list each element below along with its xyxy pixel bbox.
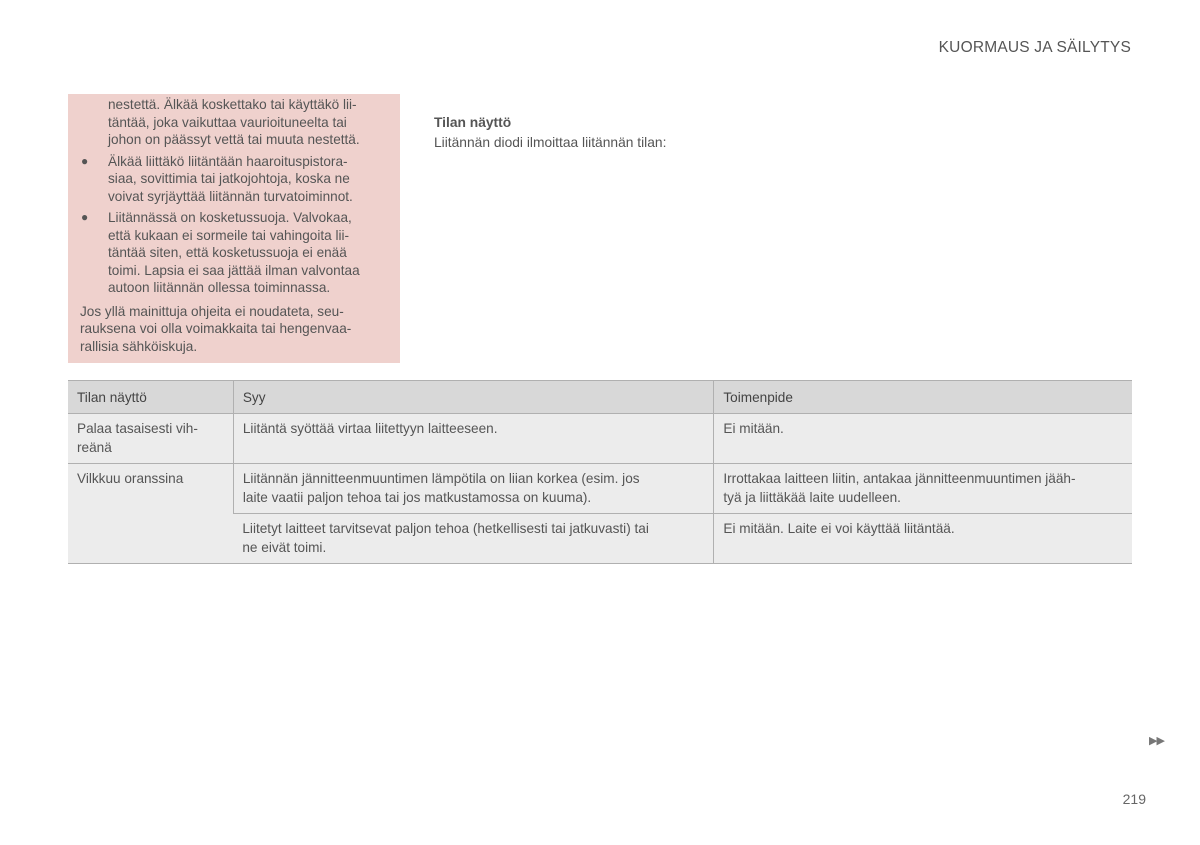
page-number: 219 <box>1122 791 1146 807</box>
warning-continued-text <box>80 96 386 149</box>
warning-bullet-item <box>80 209 386 297</box>
warning-line: toimi. Lapsia ei saa jättää ilman valvontaa <box>108 262 360 278</box>
table-row <box>68 464 1132 514</box>
column-header-cause: Syy <box>233 381 714 414</box>
column-header-action: Toimenpide <box>714 381 1132 414</box>
status-section-title: Tilan näyttö <box>434 115 512 130</box>
warning-line: täntää, joka vaikuttaa vaurioituneelta tai <box>108 114 347 130</box>
table-header-row <box>68 381 1132 414</box>
warning-line: Liitännässä on kosketussuoja. Valvokaa, <box>108 210 352 225</box>
column-header-status: Tilan näyttö <box>68 381 233 414</box>
cause-cell: Liitetyt laitteet tarvitsevat paljon tehoa (hetkellisesti tai jatkuvasti) tai ne eivät toimi. <box>233 514 714 564</box>
status-table <box>68 380 1132 564</box>
continue-arrow-icon: ▶▶ <box>1149 735 1164 747</box>
warning-line: Älkää liittäkö liitäntään haaroituspistora- <box>108 153 348 169</box>
warning-line: täntää siten, että kosketussuoja ei enää <box>108 245 347 260</box>
status-cell: Vilkkuu oranssina <box>68 464 233 564</box>
warning-line: rallisia sähköiskuja. <box>80 338 198 354</box>
status-section-intro: Liitännän diodi ilmoittaa liitännän tilan: <box>434 135 667 150</box>
bullet-icon: ● <box>81 210 89 224</box>
warning-line: voivat syrjäyttää liitännän turvatoiminnot. <box>108 188 353 204</box>
warning-line: siaa, sovittimia tai jatkojohtoja, koska ne <box>108 171 350 186</box>
action-cell: Irrottakaa laitteen liitin, antakaa jännitteenmuuntimen jääh- tyä ja liittäkää laite uudelleen. <box>714 464 1132 514</box>
action-cell: Ei mitään. <box>714 414 1132 464</box>
cause-cell: Liitännän jännitteenmuuntimen lämpötila on liian korkea (esim. jos laite vaatii paljon tehoa tai jos matkustamossa on kuuma). <box>233 464 714 514</box>
warning-bullet-item <box>80 153 386 206</box>
section-header: KUORMAUS JA SÄILYTYS <box>938 39 1131 56</box>
warning-line: nestettä. Älkää koskettako tai käyttäkö lii- <box>108 97 357 112</box>
warning-line: johon on päässyt vettä tai muuta nestettä. <box>108 132 360 147</box>
warning-line: rauksena voi olla voimakkaita tai hengenvaa- <box>80 321 352 336</box>
warning-line: että kukaan ei sormeile tai vahingoita lii- <box>108 227 350 243</box>
status-cell: Palaa tasaisesti vih- reänä <box>68 414 233 464</box>
table-row <box>68 414 1132 464</box>
cause-cell: Liitäntä syöttää virtaa liitettyyn laitteeseen. <box>233 414 714 464</box>
warning-box <box>68 94 400 363</box>
warning-line: Jos yllä mainittuja ohjeita ei noudateta, seu- <box>80 303 344 319</box>
action-cell: Ei mitään. Laite ei voi käyttää liitäntää. <box>714 514 1132 564</box>
bullet-icon: ● <box>81 153 89 168</box>
warning-closing-text <box>80 303 386 356</box>
warning-bullet-list <box>80 153 386 297</box>
warning-line: autoon liitännän ollessa toiminnassa. <box>108 280 331 295</box>
